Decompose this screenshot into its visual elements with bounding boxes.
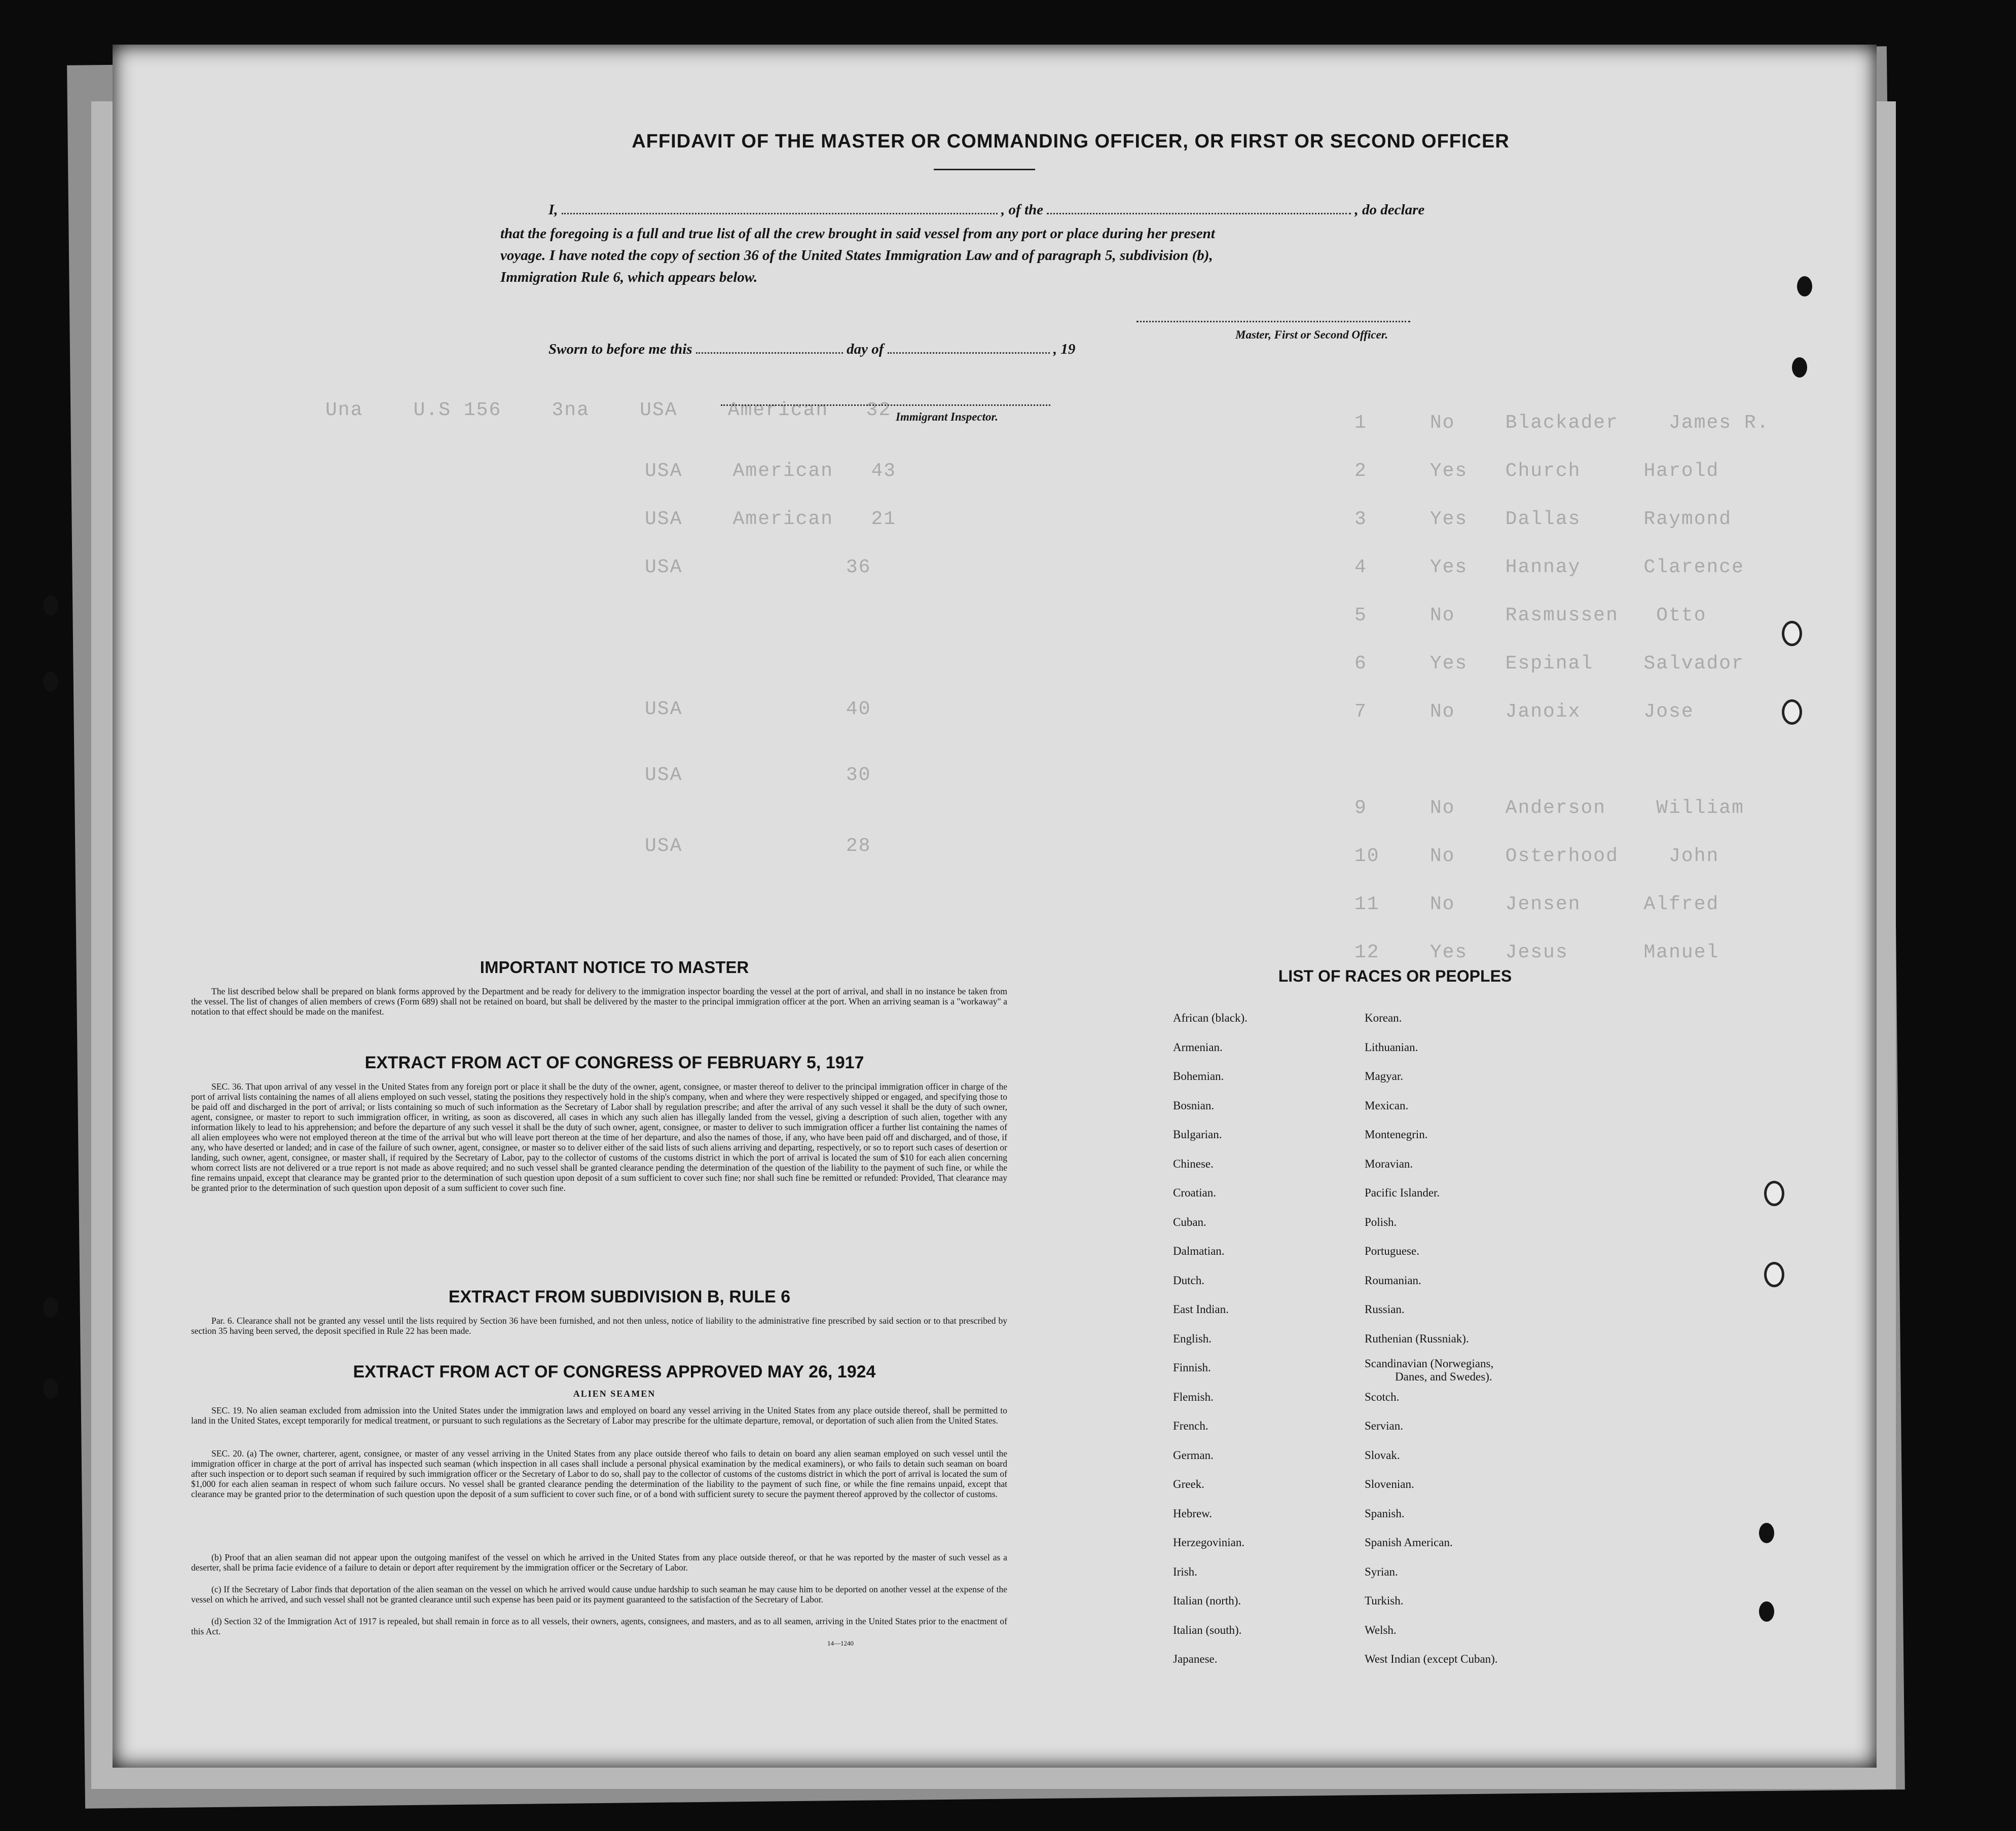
race-item: Spanish.: [1365, 1507, 1405, 1520]
rule6-title: EXTRACT FROM SUBDIVISION B, RULE 6: [448, 1287, 791, 1306]
race-item: Scotch.: [1365, 1391, 1400, 1403]
race-item: Roumanian.: [1365, 1274, 1421, 1287]
race-item: Croatian.: [1173, 1186, 1216, 1199]
race-item: Montenegrin.: [1365, 1128, 1428, 1141]
race-item: Armenian.: [1173, 1041, 1223, 1054]
race-item: Cuban.: [1173, 1216, 1206, 1228]
race-item: Portuguese.: [1365, 1245, 1419, 1257]
binder-hole: [43, 595, 58, 616]
affidavit-line-1: [548, 202, 1424, 218]
binder-hole: [1792, 357, 1807, 378]
extract-1917-title: EXTRACT FROM ACT OF CONGRESS OF FEBRUARY 5, 1917: [364, 1053, 864, 1072]
race-item: Scandinavian (Norwegians,: [1365, 1357, 1494, 1370]
race-item: African (black).: [1173, 1012, 1248, 1024]
inspector-caption: Immigrant Inspector.: [896, 410, 998, 423]
year-text: , 19: [1053, 341, 1076, 357]
sworn-text: Sworn to before me this: [548, 341, 692, 357]
race-item: Chinese.: [1173, 1157, 1214, 1170]
notice-title: IMPORTANT NOTICE TO MASTER: [480, 958, 749, 977]
affidavit-line-2: that the foregoing is a full and true list of all the crew brought in said vessel from any port or place during her present: [500, 226, 1215, 242]
race-item: Ruthenian (Russniak).: [1365, 1332, 1469, 1345]
race-item: West Indian (except Cuban).: [1365, 1653, 1498, 1665]
race-item: Finnish.: [1173, 1361, 1211, 1374]
binder-hole: [43, 1297, 58, 1318]
sec20c-text: (c) If the Secretary of Labor finds that deportation of the alien seaman on the vessel on which he arrived would cause undue hardship to such seaman he may cause him to be deported on another vessel at the expense of the vessel on which he arrived, and such vessel shall not be granted clearance until such expense has been paid or its payment guaranteed to the satisfaction of the Secretary of Labor.: [191, 1584, 1007, 1604]
race-item: Italian (north).: [1173, 1594, 1241, 1607]
race-item: East Indian.: [1173, 1303, 1229, 1316]
race-item: French.: [1173, 1419, 1208, 1432]
race-item: Slovenian.: [1365, 1478, 1414, 1490]
race-item: Korean.: [1365, 1012, 1402, 1024]
binder-hole: [43, 671, 58, 692]
race-item: Japanese.: [1173, 1653, 1218, 1665]
race-item: Magyar.: [1365, 1070, 1404, 1082]
sec20d-text: (d) Section 32 of the Immigration Act of 1917 is repealed, but shall remain in force as to all vessels, their owners, agents, consignees, and masters, and as to all seamen, arriving in the United States prior to the enactment of this Act.: [191, 1616, 1007, 1636]
sworn-line: [548, 341, 1075, 358]
form-number: 14—1240: [827, 1639, 854, 1647]
title-rule: [934, 169, 1035, 170]
binder-hole: [1782, 699, 1802, 725]
affidavit-i: I,: [548, 202, 558, 218]
sec20b-text: (b) Proof that an alien seaman did not appear upon the outgoing manifest of the vessel on which he arrived in the United States from any place outside thereof, or that he was reported by the master of such vessel as a deserter, shall be prima facie evidence of a failure to detain or deport after requirement by the immigration officer or the Secretary of Labor.: [191, 1552, 1007, 1573]
race-item: Slovak.: [1365, 1449, 1400, 1462]
binder-hole: [43, 1378, 58, 1399]
affidavit-of-the: , of the: [1001, 202, 1044, 218]
binder-hole: [1759, 1601, 1774, 1622]
vessel-blank[interactable]: [1047, 203, 1351, 214]
master-signature-line[interactable]: [1137, 311, 1410, 322]
race-item: Russian.: [1365, 1303, 1405, 1316]
binder-hole: [1782, 621, 1802, 646]
race-item: Italian (south).: [1173, 1624, 1242, 1636]
binder-hole: [1764, 1181, 1784, 1206]
sworn-day-blank[interactable]: [696, 342, 843, 354]
race-item: Welsh.: [1365, 1624, 1397, 1636]
race-item: Pacific Islander.: [1365, 1186, 1440, 1199]
race-item-continuation: Danes, and Swedes).: [1395, 1370, 1492, 1383]
race-item: Moravian.: [1365, 1157, 1413, 1170]
race-item: Polish.: [1365, 1216, 1397, 1228]
binder-hole: [1764, 1262, 1784, 1287]
rule6-text: Par. 6. Clearance shall not be granted any vessel until the lists required by Section 36 have been furnished, and not then unless, notice of liability to the administrative fine prescribed by said section or to that prescribed by section 35 having been served, the deposit specified in Rule 22 has been made.: [191, 1316, 1007, 1336]
sec19-text: SEC. 19. No alien seaman excluded from admission into the United States under the immigration laws and employed on board any vessel arriving in the United States from any place outside thereof, shall be permitted to land in the United States, except temporarily for medical treatment, or pursuant to such regulations as the Secretary of Labor may prescribe for the ultimate departure, removal, or deportation of such alien from the United States.: [191, 1405, 1007, 1426]
extract-1917-text: SEC. 36. That upon arrival of any vessel in the United States from any foreign port or place it shall be the duty of the owner, agent, consignee, or master thereof to deliver to the principal immigration officer in charge of the port of arrival lists containing the names of all aliens employed on such vessel, stating the positions they respectively hold in the ship's company, when and where they were respectively shipped or engaged, and specifying those to be paid off and discharged in the port of arrival; or lists containing so much of such information as the Secretary of Labor shall by regulation prescribe; and after the arrival of any such vessel it shall be the duty of such owner, agent, consignee, or master to report to such immigration officer, in writing, as soon as discovered, all cases in which any such alien has illegally landed from the vessel, giving a description of such alien, together with any information likely to lead to his apprehension; and before the departure of any such vessel it shall be the duty of such owner, agent, consignee, or master to deliver to such immigration officer a further list containing the names of all alien employees who were not employed thereon at the time of the arrival but who will leave port thereon at the time of her departure, and also the names of those, if any, who have been paid off and discharged, and of those, if any, who have deserted or landed; and in case of the failure of such owner, agent, consignee, or master so to deliver either of the said lists of such aliens arriving and departing, respectively, or so to report such cases of desertion or landing, such owner, agent, consignee, or master shall, if required by the Secretary of Labor, pay to the collector of customs of the customs district in which the port of arrival is located the sum of $10 for each alien concerning whom correct lists are not delivered or a true report is not made as above required; and no such vessel shall be granted clearance pending the determination of the question of the liability to the payment of such fine, or while the fine remains unpaid, except that clearance may be granted prior to the determination of such question upon deposit of a sum sufficient to cover such fine; nor shall such fine be remitted or refunded: Provided, That clearance may be granted prior to the determination of such question upon deposit of a sum sufficient to cover such fine.: [191, 1081, 1007, 1193]
race-item: Irish.: [1173, 1565, 1197, 1578]
extract-1924-title: EXTRACT FROM ACT OF CONGRESS APPROVED MAY 26, 1924: [353, 1362, 876, 1381]
race-item: Mexican.: [1365, 1099, 1409, 1112]
alien-seamen-subtitle: ALIEN SEAMEN: [573, 1389, 656, 1399]
notice-text: The list described below shall be prepared on blank forms approved by the Department and be ready for delivery to the immigration inspector boarding the vessel at the port of arrival, and shall in no instance be taken from the vessel. The list of changes of alien members of crews (Form 689) shall not be retained on board, but shall be delivered by the master to the principal immigration officer at the port. When an arriving seaman is a "workaway" a notation to that effect should be made on the manifest.: [191, 986, 1007, 1017]
name-blank[interactable]: [562, 203, 998, 214]
sworn-month-blank[interactable]: [888, 342, 1050, 354]
manifest-page: Una U.S 156 3na USA American 32 1 No Blackader James R. 2 Yes Church Harold 3 Yes Dallas Raymond 4 Yes Hannay Clarence 5 No Rasmussen Otto 6 Yes Espinal Salvador 7 No Janoix Jose 9 No Anderson William 10 No Osterhood John 11 No Jensen Alfred 12 Yes Jesus Manuel USA American 43 USA American 21 USA 36 USA 40 USA 30 USA 28 AFFIDAVIT OF THE MASTER OR COMMANDING OFFICER, OR FIRST OR SECOND OFFICER I, , of the , do declare that the foregoing is a full and true list of all the crew brought in said vessel from any port or place during her present voyage. I have noted the copy of section 36 of the United States Immigration Law and of paragraph 5, subdivision (b), Immigration Rule 6, which appears below. Master, First or Second Officer. Sworn to before me this day of , 19 Immigrant Inspector. IMPORTANT NOTICE TO MASTER The list described below shall be prepared on blank forms approved by the Department and be ready for delivery to the immigration inspector boarding the vessel at the port of arrival, and shall in no instance be taken from the vessel. The list of changes of alien members of crews (Form 689) shall not be retained on board, but shall be delivered by the master to the principal immigration officer at the port. When an arriving seaman is a "workaway" a notation to that effect should be made on the manifest. EXTRACT FROM ACT OF CONGRESS OF FEBRUARY 5, 1917 SEC. 36. That upon arrival of any vessel in the United States from any foreign port or place it shall be the duty of the owner, agent, consignee, or master thereof to deliver to the principal immigration officer in charge of the port of arrival lists containing the names of all aliens employed on such vessel, stating the positions they respectively hold in the ship's company, when and where they were respectively shipped or engaged, and specifying those to be paid off and discharged in the port of arrival; or lists containing so much of such information as the Secretary of Labor shall by regulation prescribe; and after the arrival of any such vessel it shall be the duty of such owner, agent, consignee, or master to report to such immigration officer, in writing, as soon as discovered, all cases in which any such alien has illegally landed from the vessel, giving a description of such alien, together with any information likely to lead to his apprehension; and before the departure of any such vessel it shall be the duty of such owner, agent, consignee, or master to deliver to such immigration officer a further list containing the names of all alien employees who were not employed thereon at the time of the arrival but who will leave port thereon at the time of her departure, and also the names of those, if any, who have been paid off and discharged, and of those, if any, who have deserted or landed; and in case of the failure of such owner, agent, consignee, or master so to deliver either of the said lists of such aliens arriving and departing, respectively, or so to report such cases of desertion or landing, such owner, agent, consignee, or master shall, if required by the Secretary of Labor, pay to the collector of customs of the customs district in which the port of arrival is located the sum of $10 for each alien concerning whom correct lists are not delivered or a true report is not made as above required; and no such vessel shall be granted clearance pending the determination of the question of the liability to the payment of such fine, or while the fine remains unpaid, except that clearance may be granted prior to the determination of such question upon deposit of a sum sufficient to cover such fine; nor shall such fine be remitted or refunded: Provided, That clearance may be granted prior to the determination of such question upon deposit of a sum sufficient to cover such fine. EXTRACT FROM SUBDIVISION B, RULE 6 Par. 6. Clearance shall not be granted any vessel until the lists required by Section 36 have been furnished, and not then unless, notice of liability to the administrative fine prescribed by said section or to that prescribed by section 35 having been served, the deposit specified in Rule 22 has been made. EXTRACT FROM ACT OF CONGRESS APPROVED MAY 26, 1924 ALIEN SEAMEN SEC. 19. No alien seaman excluded from admission into the United States under the immigration laws and employed on board any vessel arriving in the United States from any place outside thereof, shall be permitted to land in the United States, except temporarily for medical treatment, or pursuant to such regulations as the Secretary of Labor may prescribe for the ultimate departure, removal, or deportation of such alien from the United States. SEC. 20. (a) The owner, charterer, agent, consignee, or master of any vessel arriving in the United States from any place outside thereof who fails to detain on board any alien seaman employed on such vessel until the immigration officer in charge at the port of arrival has inspected such seaman (which inspection in all cases shall include a personal physical examination by the medical examiners), or who fails to detain such seaman on board after such inspection or to deport such seaman if required by such immigration officer or the Secretary of Labor to do so, shall pay to the collector of customs of the customs district in which the port of arrival is located the sum of $1,000 for each alien seaman in respect of whom such failure occurs. No vessel shall be granted clearance pending the determination of the liability to the payment of such fine, or while the fine remains unpaid, except that clearance may be granted prior to the determination of such question upon the deposit of a sum sufficient to cover such fine, or of a bond with sufficient surety to secure the payment thereof approved by the collector of customs. (b) Proof that an alien seaman did not appear upon the outgoing manifest of the vessel on which he arrived in the United States from any place outside thereof, or that he was reported by the master of such vessel as a deserter, shall be prima facie evidence of a failure to detain or deport after requirement by the immigration officer or the Secretary of Labor. (c) If the Secretary of Labor finds that deportation of the alien seaman on the vessel on which he arrived would cause undue hardship to such seaman he may cause him to be deported on another vessel at the expense of the vessel on which he arrived, and such vessel shall not be granted clearance until such expense has been paid or its payment guaranteed to the satisfaction of the Secretary of Labor. (d) Section 32 of the Immigration Act of 1917 is repealed, but shall remain in force as to all vessels, their owners, agents, consignees, and masters, and as to all seamen, arriving in the United States prior to the enactment of this Act. 14—1240 LIST OF RACES OR PEOPLES African (black). Armenian. Bohemian. Bosnian. Bulgarian. Chinese. Croatian. Cuban. Dalmatian. Dutch. East Indian. English. Finnish. Flemish. French. German. Greek. Hebrew. Herzegovinian. Irish. Italian (north). Italian (south). Japanese. Korean. Lithuanian. Magyar. Mexican. Montenegrin. Moravian. Pacific Islander. Polish. Portuguese. Roumanian. Russian. Ruthenian (Russniak). Scandinavian (Norwegians, Danes, and Swedes). Scotch. Servian. Slovak. Slovenian. Spanish. Spanish American. Syrian. Turkish. Welsh. West Indian (except Cuban).: [113, 45, 1877, 1768]
race-item: Turkish.: [1365, 1594, 1404, 1607]
race-item: Herzegovinian.: [1173, 1536, 1245, 1549]
inspector-signature-line[interactable]: [721, 394, 1050, 406]
race-item: Bosnian.: [1173, 1099, 1215, 1112]
binder-hole: [1759, 1523, 1774, 1543]
affidavit-line-3: voyage. I have noted the copy of section 36 of the United States Immigration Law and of paragraph 5, subdivision (b),: [500, 247, 1213, 264]
race-item: Hebrew.: [1173, 1507, 1213, 1520]
race-item: English.: [1173, 1332, 1212, 1345]
sec20a-text: SEC. 20. (a) The owner, charterer, agent, consignee, or master of any vessel arriving in the United States from any place outside thereof who fails to detain on board any alien seaman employed on such vessel until the immigration officer in charge at the port of arrival has inspected such seaman (which inspection in all cases shall include a personal physical examination by the medical examiners), or who fails to detain such seaman on board after such inspection or to deport such seaman if required by such immigration officer or the Secretary of Labor to do so, shall pay to the collector of customs of the customs district in which the port of arrival is located the sum of $1,000 for each alien seaman in respect of whom such failure occurs. No vessel shall be granted clearance pending the determination of the liability to the payment of such fine, or while the fine remains unpaid, except that clearance may be granted prior to the determination of such question upon the deposit of a sum sufficient to cover such fine, or of a bond with sufficient surety to secure the payment thereof approved by the collector of customs.: [191, 1448, 1007, 1499]
race-item: Dalmatian.: [1173, 1245, 1225, 1257]
race-item: Flemish.: [1173, 1391, 1214, 1403]
race-item: Greek.: [1173, 1478, 1204, 1490]
race-item: Servian.: [1365, 1419, 1404, 1432]
affidavit-line-4: Immigration Rule 6, which appears below.: [500, 269, 758, 285]
affidavit-declare: , do declare: [1354, 202, 1425, 218]
race-item: Spanish American.: [1365, 1536, 1453, 1549]
affidavit-title: AFFIDAVIT OF THE MASTER OR COMMANDING OFFICER, OR FIRST OR SECOND OFFICER: [632, 131, 1510, 152]
day-of-text: day of: [847, 341, 884, 357]
race-item: Bohemian.: [1173, 1070, 1224, 1082]
races-title: LIST OF RACES OR PEOPLES: [1278, 967, 1512, 985]
binder-hole: [1797, 276, 1812, 296]
race-item: German.: [1173, 1449, 1214, 1462]
race-item: Dutch.: [1173, 1274, 1204, 1287]
race-item: Bulgarian.: [1173, 1128, 1222, 1141]
master-caption: Master, First or Second Officer.: [1235, 328, 1388, 341]
race-item: Syrian.: [1365, 1565, 1398, 1578]
race-item: Lithuanian.: [1365, 1041, 1418, 1054]
